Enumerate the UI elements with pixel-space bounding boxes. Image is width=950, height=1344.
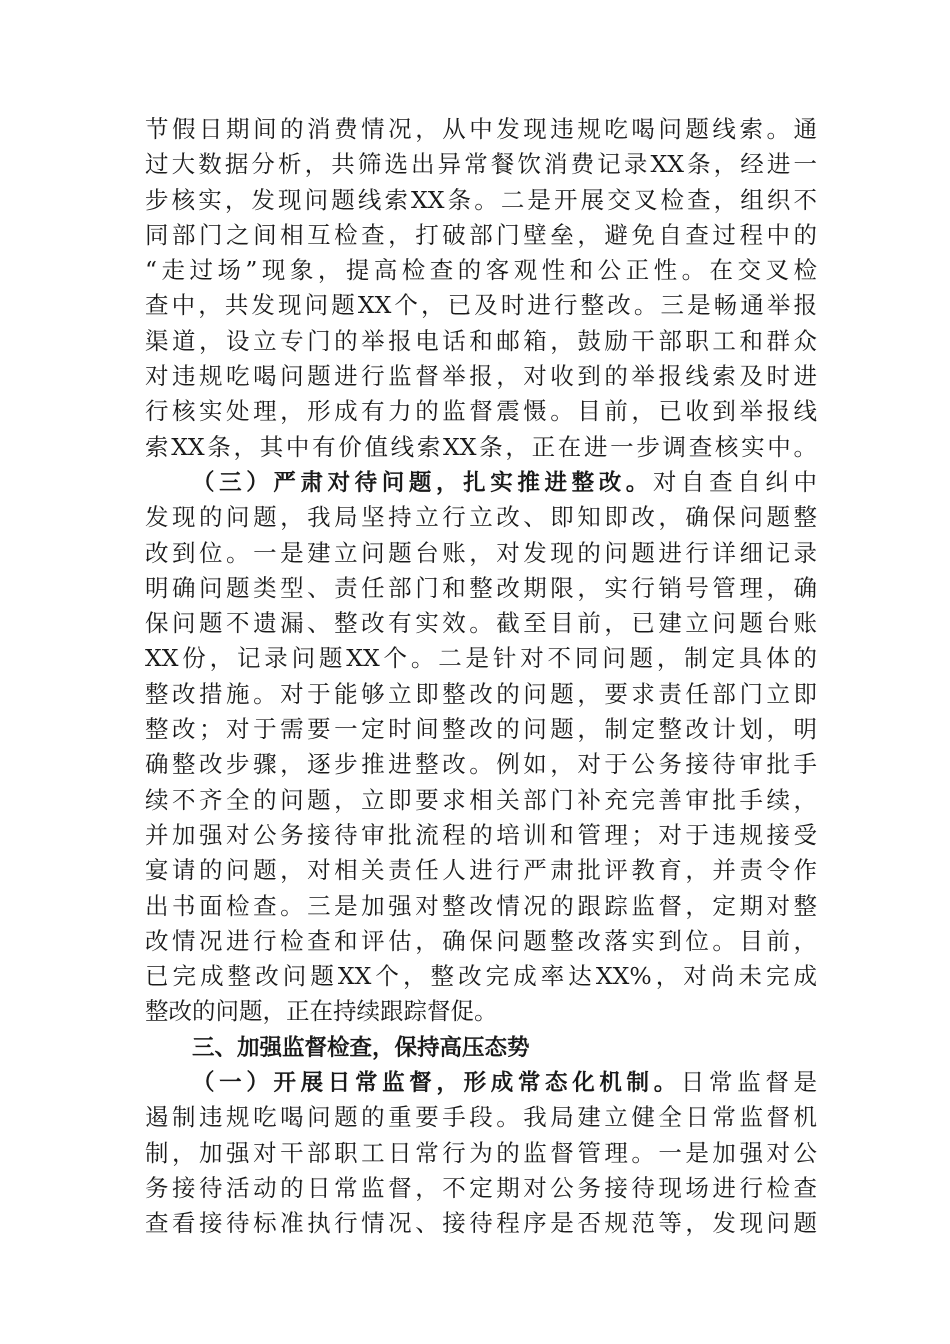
line-text: 务接待活动的日常监督，不定期对公务接待现场进行检查 xyxy=(145,1173,817,1202)
line-text: 保问题不遗漏、整改有实效。截至目前，已建立问题台账 xyxy=(145,609,817,638)
text-line xyxy=(145,324,817,359)
line-text: 明确问题类型、责任部门和整改期限，实行销号管理，确 xyxy=(145,573,817,602)
text-line xyxy=(145,1136,817,1171)
text-line xyxy=(145,1100,817,1135)
line-text: 续不齐全的问题，立即要求相关部门补充完善审批手续， xyxy=(145,785,817,814)
line-text: 并加强对公务接待审批流程的培训和管理；对于违规接受 xyxy=(145,820,817,849)
line-text: 确整改步骤，逐步推进整改。例如，对于公务接待审批手 xyxy=(145,750,817,779)
line-text: 查看接待标准执行情况、接待程序是否规范等，发现问题 xyxy=(145,1209,817,1238)
text-line xyxy=(145,288,817,323)
subsection-lead: （一）开展日常监督，形成常态化机制。 xyxy=(192,1070,681,1097)
line-text: 节假日期间的消费情况，从中发现违规吃喝问题线索。通 xyxy=(145,115,817,143)
text-line xyxy=(145,783,817,818)
line-text: 渠道，设立专门的举报电话和邮箱，鼓励干部职工和群众 xyxy=(145,326,817,355)
text-line xyxy=(145,677,817,712)
line-text: 步核实，发现问题线索XX条。二是开展交叉检查，组织不 xyxy=(145,185,817,214)
line-text: 同部门之间相互检查，打破部门壁垒，避免自查过程中的 xyxy=(145,220,817,249)
line-text: 发现的问题，我局坚持立行立改、即知即改，确保问题整 xyxy=(145,503,817,532)
line-text: 整改；对于需要一定时间整改的问题，制定整改计划，明 xyxy=(145,715,817,744)
line-text: 遏制违规吃喝问题的重要手段。我局建立健全日常监督机 xyxy=(145,1103,817,1132)
document-body xyxy=(145,112,817,1242)
text-line xyxy=(145,889,817,924)
text-line xyxy=(145,924,817,959)
text-line xyxy=(145,641,817,676)
line-text: 行核实处理，形成有力的监督震慑。目前，已收到举报线 xyxy=(145,397,817,426)
text-line xyxy=(145,712,817,747)
text-line xyxy=(145,112,817,147)
line-text: 过大数据分析，共筛选出异常餐饮消费记录XX条，经进一 xyxy=(145,150,817,179)
line-text: 对自查自纠中 xyxy=(652,467,817,496)
line-text: 对违规吃喝问题进行监督举报，对收到的举报线索及时进 xyxy=(145,362,817,391)
line-text: 改情况进行检查和评估，确保问题整改落实到位。目前， xyxy=(145,926,817,955)
line-text: 整改的问题，正在持续跟踪督促。 xyxy=(145,997,498,1026)
section-heading-text: 三、加强监督检查，保持高压态势 xyxy=(192,1034,530,1061)
text-line xyxy=(145,218,817,253)
text-line xyxy=(145,359,817,394)
text-line xyxy=(145,430,817,465)
line-text: 改到位。一是建立问题台账，对发现的问题进行详细记录 xyxy=(145,538,817,567)
text-line xyxy=(145,853,817,888)
text-line xyxy=(145,606,817,641)
text-line xyxy=(145,536,817,571)
subsection-lead: （三）严肃对待问题，扎实推进整改。 xyxy=(192,469,653,496)
text-line xyxy=(145,959,817,994)
text-line xyxy=(145,1206,817,1241)
line-text: 出书面检查。三是加强对整改情况的跟踪监督，定期对整 xyxy=(145,891,817,920)
line-text: 索XX条，其中有价值线索XX条，正在进一步调查核实中。 xyxy=(145,432,817,461)
text-line xyxy=(145,147,817,182)
section-heading xyxy=(145,1030,817,1065)
text-line xyxy=(145,747,817,782)
text-line xyxy=(145,1171,817,1206)
line-text: 查中，共发现问题XX个，已及时进行整改。三是畅通举报 xyxy=(145,291,817,320)
text-line xyxy=(145,994,817,1029)
line-text: 制，加强对干部职工日常行为的监督管理。一是加强对公 xyxy=(145,1138,817,1167)
text-line xyxy=(145,183,817,218)
text-line xyxy=(145,253,817,288)
line-text: 日常监督是 xyxy=(680,1068,817,1097)
text-line xyxy=(145,465,817,500)
line-text: 已完成整改问题XX个，整改完成率达XX%，对尚未完成 xyxy=(145,962,817,991)
line-text: “走过场”现象，提高检查的客观性和公正性。在交叉检 xyxy=(145,256,817,285)
text-line xyxy=(145,1065,817,1100)
text-line xyxy=(145,571,817,606)
text-line xyxy=(145,500,817,535)
line-text: 整改措施。对于能够立即整改的问题，要求责任部门立即 xyxy=(145,679,817,708)
line-text: 宴请的问题，对相关责任人进行严肃批评教育，并责令作 xyxy=(145,856,817,885)
text-line xyxy=(145,818,817,853)
line-text: XX份，记录问题XX个。二是针对不同问题，制定具体的 xyxy=(145,644,817,673)
text-line xyxy=(145,394,817,429)
